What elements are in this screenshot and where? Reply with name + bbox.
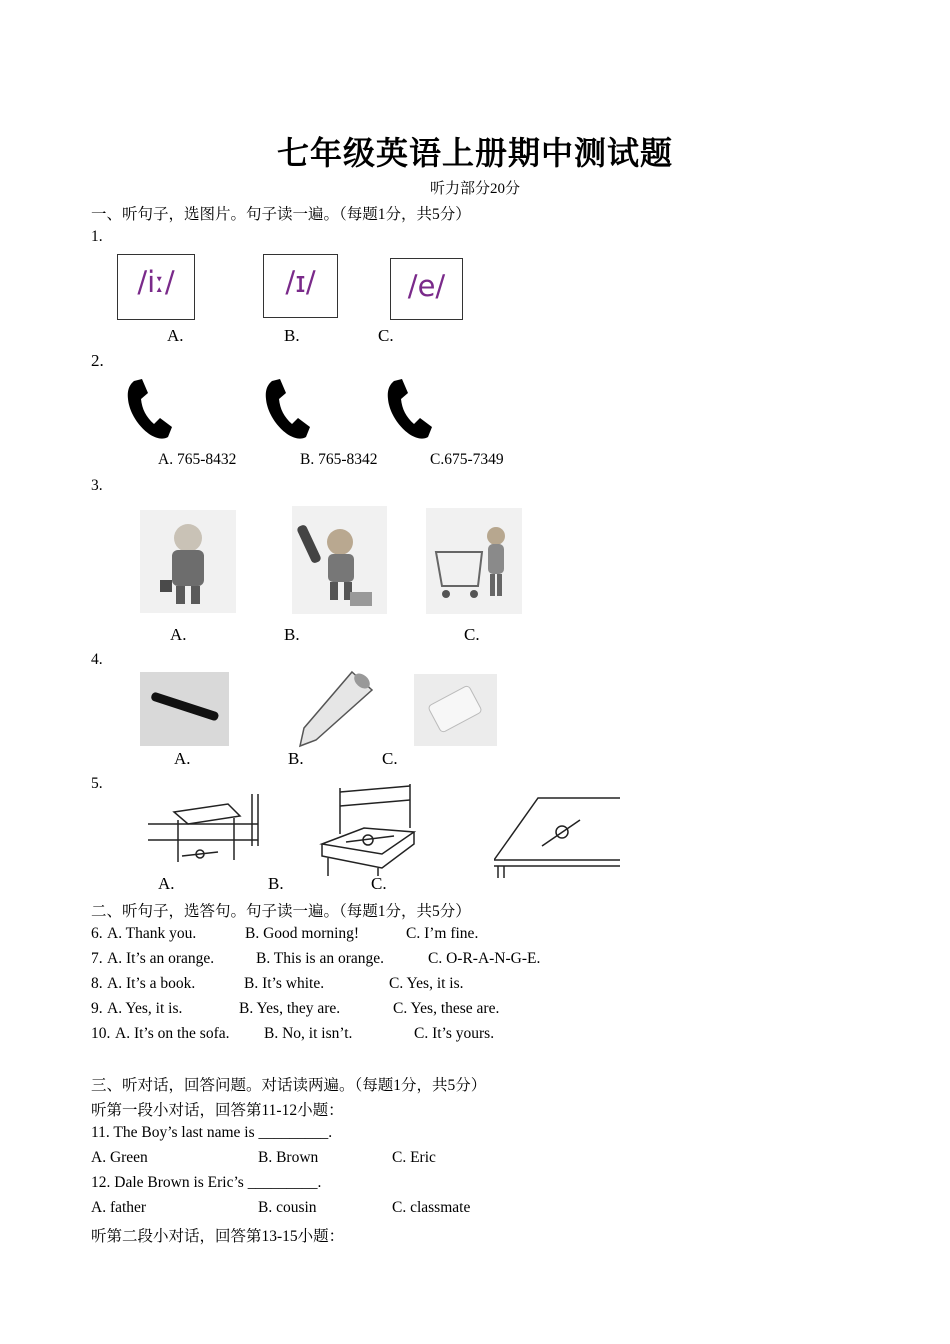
watch-on-chair-image: [318, 784, 418, 876]
q3-number: 3.: [91, 477, 103, 494]
q7-option-b: B. This is an orange.: [256, 950, 385, 967]
phonetic-card-a: [117, 254, 195, 320]
q6-option-b: B. Good morning!: [245, 925, 360, 942]
q8-number: 8.: [91, 975, 103, 992]
page-title: 七年级英语上册期中测试题: [276, 134, 673, 172]
q1-number: 1.: [91, 228, 103, 245]
phonetic-symbol-a: /iː/: [137, 265, 175, 299]
dialog1-instruction: 听第一段小对话，回答第11-12小题：: [91, 1102, 344, 1119]
q4-label-a: A.: [174, 749, 191, 768]
q11-question: 11. The Boy’s last name is _________.: [91, 1124, 333, 1141]
q8-option-b: B. It’s white.: [244, 975, 325, 992]
businessman-figure-image: [140, 510, 236, 613]
q4-label-c: C.: [382, 749, 398, 768]
q2-number: 2.: [91, 351, 104, 370]
q7-number: 7.: [91, 950, 103, 967]
q6-option-a: A. Thank you.: [107, 925, 197, 942]
watch-on-table-image: [494, 796, 620, 878]
q1-label-b: B.: [284, 326, 300, 345]
q7-option-c: C. O-R-A-N-G-E.: [428, 950, 541, 967]
q5-label-c: C.: [371, 874, 387, 893]
phonetic-card-c: [390, 258, 463, 320]
phonetic-card-b: [263, 254, 338, 318]
q11-option-a: A. Green: [91, 1149, 148, 1166]
q9-option-b: B. Yes, they are.: [239, 1000, 341, 1017]
q9-option-c: C. Yes, these are.: [393, 1000, 500, 1017]
q7-option-a: A. It’s an orange.: [107, 950, 215, 967]
phone-icon-a: [124, 377, 176, 443]
q9-option-a: A. Yes, it is.: [107, 1000, 183, 1017]
q10-option-a: A. It’s on the sofa.: [115, 1025, 230, 1042]
q8-option-c: C. Yes, it is.: [389, 975, 464, 992]
q12-option-a: A. father: [91, 1199, 147, 1216]
watch-under-chair-image: [148, 794, 264, 866]
q10-number: 10.: [91, 1025, 111, 1042]
dialog2-instruction: 听第二段小对话，回答第13-15小题：: [91, 1228, 345, 1245]
pencil-image: [292, 670, 376, 748]
section1-heading: 一、听句子，选图片。句子读一遍。（每题1分，共5分）: [91, 206, 471, 223]
phonetic-symbol-c: /e/: [407, 269, 446, 303]
q12-option-c: C. classmate: [392, 1199, 471, 1216]
q11-option-c: C. Eric: [392, 1149, 436, 1166]
q5-label-b: B.: [268, 874, 284, 893]
q10-option-c: C. It’s yours.: [414, 1025, 495, 1042]
q2-option-c: C.675-7349: [430, 451, 504, 468]
phone-icon-c: [384, 377, 436, 443]
q12-question: 12. Dale Brown is Eric’s _________.: [91, 1174, 322, 1191]
q3-label-b: B.: [284, 625, 300, 644]
q1-label-c: C.: [378, 326, 394, 345]
q6-option-c: C. I’m fine.: [406, 925, 479, 942]
pen-image: [140, 672, 229, 746]
q10-option-b: B. No, it isn’t.: [264, 1025, 353, 1042]
phonetic-symbol-b: /ɪ/: [285, 265, 316, 299]
q3-label-c: C.: [464, 625, 480, 644]
baseball-player-image: [292, 506, 387, 614]
q2-option-b: B. 765-8342: [300, 451, 378, 468]
phone-icon-b: [262, 377, 314, 443]
section3-heading: 三、听对话，回答问题。对话读两遍。（每题1分，共5分）: [91, 1077, 487, 1094]
q11-option-b: B. Brown: [258, 1149, 319, 1166]
q2-option-a: A. 765-8432: [158, 451, 237, 468]
q5-label-a: A.: [158, 874, 175, 893]
q4-number: 4.: [91, 651, 103, 668]
q4-label-b: B.: [288, 749, 304, 768]
q9-number: 9.: [91, 1000, 103, 1017]
q8-option-a: A. It’s a book.: [107, 975, 196, 992]
section2-heading: 二、听句子，选答句。句子读一遍。（每题1分，共5分）: [91, 903, 471, 920]
listening-subtitle: 听力部分20分: [429, 181, 520, 197]
q12-option-b: B. cousin: [258, 1199, 317, 1216]
q1-label-a: A.: [167, 326, 184, 345]
eraser-image: [414, 674, 497, 746]
q3-label-a: A.: [170, 625, 187, 644]
shopping-cart-image: [426, 508, 522, 614]
q5-number: 5.: [91, 775, 103, 792]
q6-number: 6.: [91, 925, 103, 942]
